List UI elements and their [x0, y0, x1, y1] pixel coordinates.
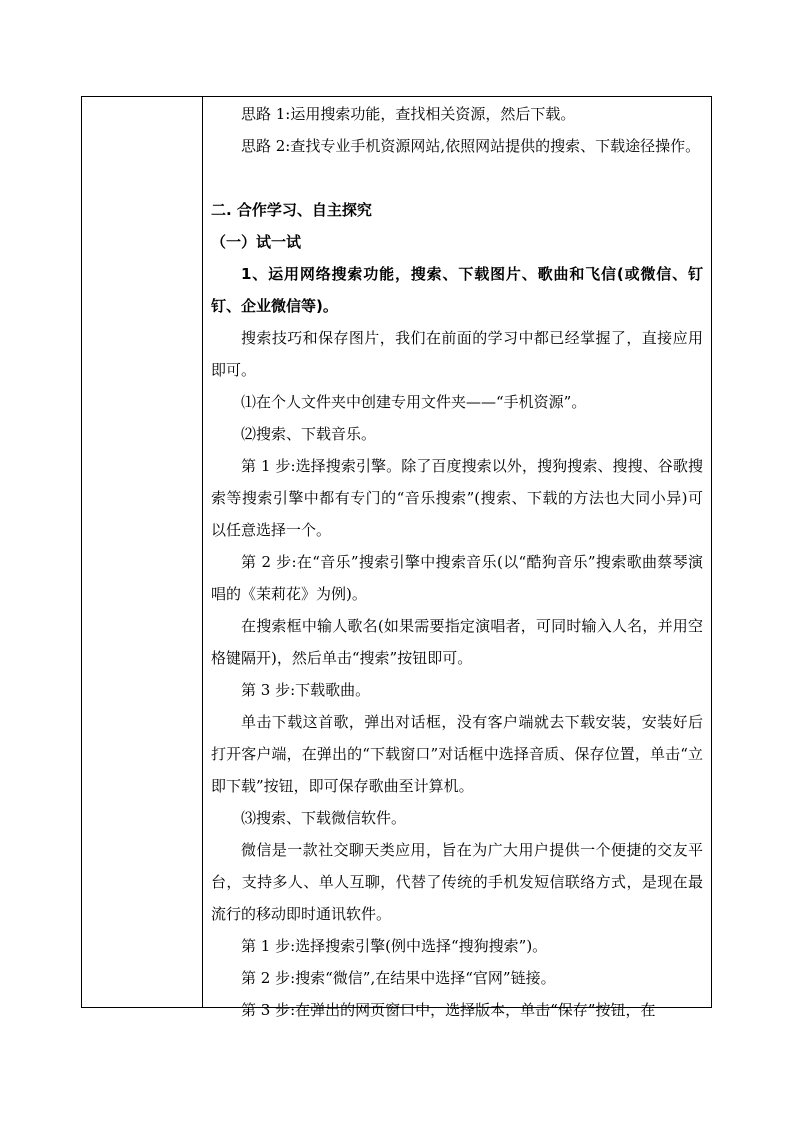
wechat-step-1: 第 1 步:选择搜索引擎(例中选择“搜狗搜索”)。	[241, 937, 548, 955]
table-content-cell	[203, 97, 711, 1019]
music-step-3: 第 3 步:下载歌曲。	[241, 681, 371, 699]
step-create-folder: ⑴在个人文件夹中创建专用文件夹——“手机资源”。	[241, 393, 587, 411]
wechat-step-2: 第 2 步:搜索“微信”,在结果中选择“官网”链接。	[241, 969, 556, 987]
music-step-1: 第 1 步:选择搜索引擎。除了百度搜索以外，搜狗搜索、搜搜、谷歌搜索等搜索引擎中都有专门的“音乐搜索”(搜索、下载的方法也大同小异)可以任意选择一个。	[211, 457, 703, 539]
step-search-wechat: ⑶搜索、下载微信软件。	[241, 809, 407, 827]
table-left-column	[82, 97, 203, 1007]
lesson-table	[81, 96, 712, 1019]
subsection-heading-try-it: （一）试一试	[211, 233, 302, 251]
paragraph-approach-1: 思路 1:运用搜索功能，查找相关资源，然后下载。	[241, 105, 576, 123]
wechat-step-3: 第 3 步:在弹出的网页窗口中，选择版本，单击“保存”按钮，在	[241, 1001, 656, 1019]
paragraph-approach-2: 思路 2:查找专业手机资源网站,依照网站提供的搜索、下载途径操作。	[241, 137, 701, 155]
section-heading-cooperative-learning: 二. 合作学习、自主探究	[211, 201, 372, 219]
paragraph-search-tips: 搜索技巧和保存图片，我们在前面的学习中都已经掌握了，直接应用即可。	[211, 329, 703, 379]
music-step-2: 第 2 步:在“音乐”搜索引擎中搜索音乐(以“酷狗音乐”搜索歌曲蔡琴演唱的《茉莉花》为例)。	[211, 553, 703, 603]
paragraph-search-box-instructions: 在搜索框中输人歌名(如果需要指定演唱者，可同时输入人名，并用空格键隔开)，然后单击“搜索”按钮即可。	[211, 617, 703, 667]
step-search-music: ⑵搜索、下载音乐。	[241, 425, 377, 443]
task-heading-search-download: 1、运用网络搜索功能，搜索、下载图片、歌曲和飞信(或微信、钉钉、企业微信等)。	[211, 265, 703, 315]
paragraph-wechat-description: 微信是一款社交聊天类应用，旨在为广大用户提供一个便捷的交友平台，支持多人、单人互聊，代替了传统的手机发短信联络方式，是现在最流行的移动即时通讯软件。	[211, 841, 703, 923]
paragraph-download-dialog: 单击下载这首歌，弹出对话框，没有客户端就去下载安装，安装好后打开客户端，在弹出的“下载窗口”对话框中选择音质、保存位置，单击“立即下载”按钮，即可保存歌曲至计算机。	[211, 713, 703, 795]
